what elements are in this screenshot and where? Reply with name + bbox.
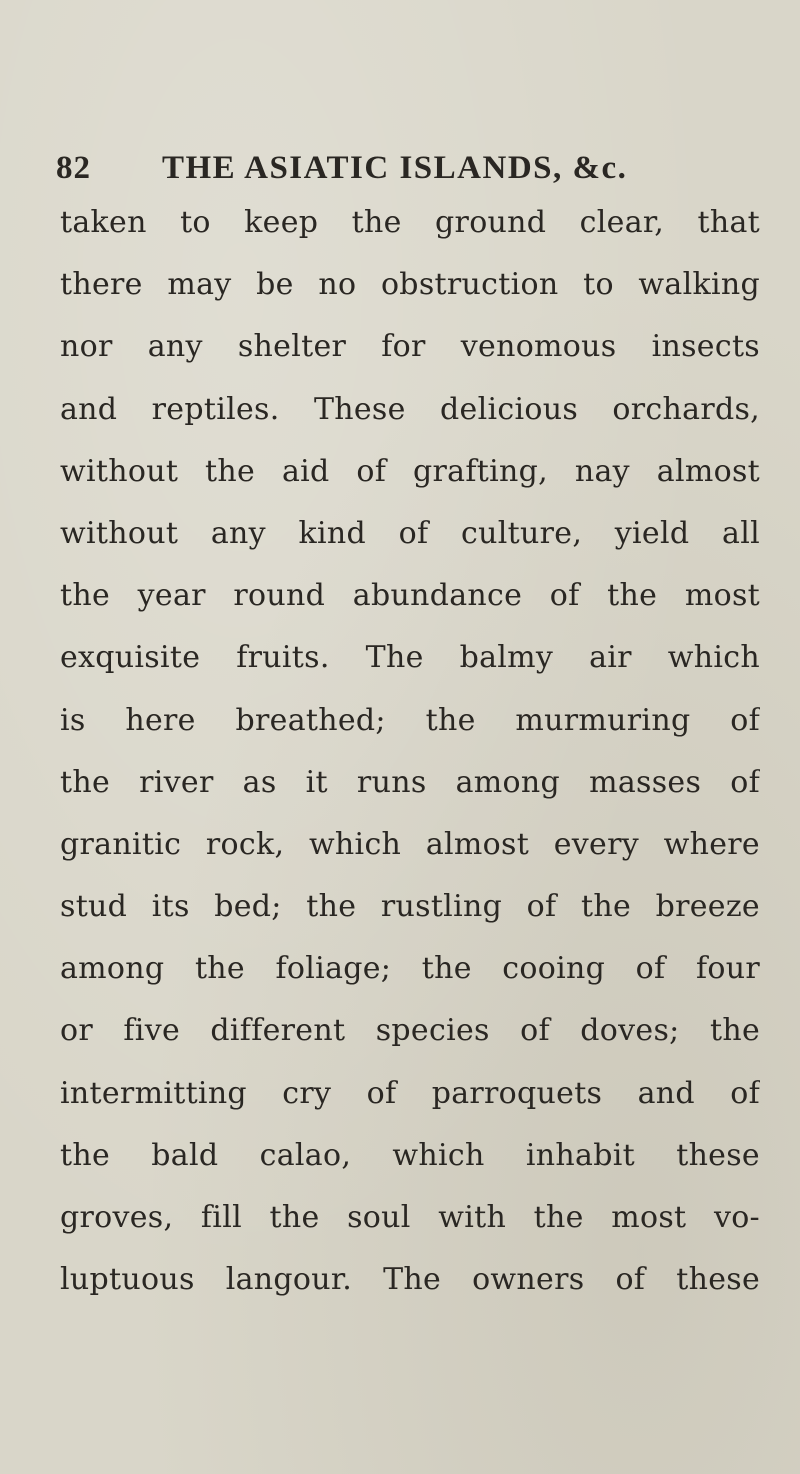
text-line: or five different species of doves; the bbox=[60, 1013, 760, 1049]
text-line: luptuous langour. The owners of these bbox=[60, 1262, 760, 1298]
text-line: without any kind of culture, yield all bbox=[60, 515, 760, 551]
body-text bbox=[60, 192, 760, 1311]
text-line: among the foliage; the cooing of four bbox=[60, 951, 760, 987]
running-title: THE ASIATIC ISLANDS, &c. bbox=[162, 150, 628, 186]
page-number: 82 bbox=[56, 150, 91, 186]
text-line: and reptiles. These delicious orchards, bbox=[60, 391, 760, 427]
text-line: without the aid of grafting, nay almost bbox=[60, 453, 760, 489]
text-line: nor any shelter for venomous insects bbox=[60, 329, 760, 365]
text-line: is here breathed; the murmuring of bbox=[60, 702, 760, 738]
text-line: exquisite fruits. The balmy air which bbox=[60, 640, 760, 676]
text-line: the year round abundance of the most bbox=[60, 578, 760, 614]
text-line: the bald calao, which inhabit these bbox=[60, 1137, 760, 1173]
text-line: the river as it runs among masses of bbox=[60, 764, 760, 800]
text-line: groves, fill the soul with the most vo- bbox=[60, 1200, 760, 1235]
text-line: granitic rock, which almost every where bbox=[60, 826, 760, 862]
text-line: there may be no obstruction to walking bbox=[60, 267, 760, 303]
text-line: stud its bed; the rustling of the breeze bbox=[60, 889, 760, 925]
text-line: taken to keep the ground clear, that bbox=[60, 205, 760, 240]
text-line: intermitting cry of parroquets and of bbox=[60, 1075, 760, 1111]
